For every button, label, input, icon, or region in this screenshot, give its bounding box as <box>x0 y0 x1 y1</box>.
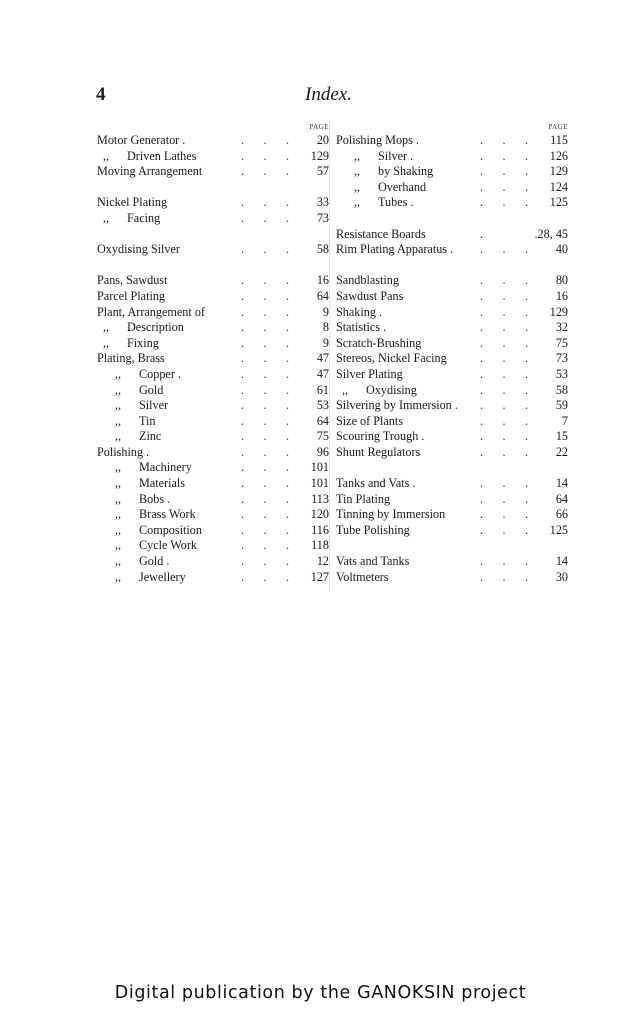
entry-text: Nickel Plating <box>97 195 168 210</box>
ditto-mark: ,, <box>115 522 122 537</box>
ditto-mark: ,, <box>115 554 122 569</box>
page-reference: 15 <box>555 429 568 444</box>
entry-text: Plating, Brass <box>97 351 165 366</box>
leader-dots: . . . <box>241 460 289 475</box>
entry-label <box>97 523 202 539</box>
index-entry <box>97 507 329 523</box>
index-entry <box>97 570 329 586</box>
entry-text: Bobs . <box>139 491 171 506</box>
entry-label <box>336 554 409 570</box>
page-reference: 58 <box>555 382 568 397</box>
entry-text: Moving Arrangement <box>97 164 203 179</box>
index-entry <box>97 133 329 149</box>
section-gap <box>97 258 329 274</box>
leader-dots: . . . <box>480 444 528 459</box>
entry-text: by Shaking <box>378 164 434 179</box>
entry-label <box>97 305 205 321</box>
page-reference: 126 <box>549 148 568 163</box>
page-reference: 30 <box>555 569 568 584</box>
entry-label <box>336 398 458 414</box>
index-entry <box>336 351 568 367</box>
entry-label <box>97 164 202 180</box>
leader-dots: . <box>480 226 484 241</box>
index-column-left <box>97 121 329 585</box>
entry-text: Size of Plants <box>336 413 404 428</box>
entry-label <box>97 336 159 352</box>
section-gap <box>336 211 568 227</box>
leader-dots: . . . <box>480 304 528 319</box>
entry-text: Sandblasting <box>336 273 399 288</box>
leader-dots: . . . <box>241 195 289 210</box>
entry-text: Rim Plating Apparatus . <box>336 242 454 257</box>
entry-label <box>97 320 184 336</box>
page-column-label: PAGE <box>309 123 329 131</box>
index-entries-right <box>336 133 568 585</box>
leader-dots: . . . <box>241 429 289 444</box>
entry-label <box>336 383 417 399</box>
index-entry <box>336 507 568 523</box>
entry-text: Tube Polishing <box>336 522 410 537</box>
leader-dots: . . . <box>480 148 528 163</box>
page-reference: 32 <box>555 320 568 335</box>
page-reference: 115 <box>550 133 568 147</box>
page-reference: 118 <box>311 538 329 553</box>
page-reference: 80 <box>555 273 568 288</box>
leader-dots: . . . <box>241 444 289 459</box>
leader-dots: . . . <box>480 507 528 522</box>
page-reference: 14 <box>555 476 568 491</box>
entry-label <box>336 242 453 258</box>
index-entry <box>97 336 329 352</box>
index-entry <box>336 320 568 336</box>
entry-text: Tanks and Vats . <box>336 476 416 491</box>
index-entry <box>97 273 329 289</box>
page-reference: 16 <box>316 273 329 288</box>
index-entry <box>97 195 329 211</box>
entry-label <box>336 133 419 149</box>
entry-text: Stereos, Nickel Facing <box>336 351 447 366</box>
page-reference: 129 <box>549 304 568 319</box>
page-reference: .28, 45 <box>534 226 568 241</box>
leader-dots: . . . <box>480 164 528 179</box>
index-entry <box>97 320 329 336</box>
ditto-mark: ,, <box>115 569 122 584</box>
entry-text: Silver . <box>378 148 414 163</box>
entry-label <box>336 414 403 430</box>
page-number: 4 <box>96 84 106 105</box>
index-column-right <box>336 121 568 585</box>
page-reference: 57 <box>316 164 329 179</box>
entry-label <box>336 320 386 336</box>
index-entry <box>97 492 329 508</box>
index-entry <box>97 429 329 445</box>
leader-dots: . . . <box>480 569 528 584</box>
index-entry <box>336 133 568 149</box>
ditto-mark: ,, <box>115 460 122 475</box>
entry-label <box>336 492 390 508</box>
entry-text: Vats and Tanks <box>336 554 410 569</box>
entry-text: Sawdust Pans <box>336 288 404 303</box>
entry-text: Shunt Regulators <box>336 444 421 459</box>
entry-text: Overhand <box>378 179 427 194</box>
page-title: Index. <box>305 84 352 105</box>
index-entry <box>336 523 568 539</box>
entry-text: Tin Plating <box>336 491 391 506</box>
entry-label <box>336 305 382 321</box>
entry-text: Parcel Plating <box>97 288 166 303</box>
page-column-label: PAGE <box>548 123 568 131</box>
leader-dots: . . . <box>241 148 289 163</box>
leader-dots: . . . <box>480 554 528 569</box>
leader-dots: . . . <box>480 398 528 413</box>
page-reference: 8 <box>322 320 329 335</box>
page-reference: 61 <box>316 382 329 397</box>
page-reference: 116 <box>311 522 329 537</box>
entry-label <box>97 538 197 554</box>
entry-text: Oxydising Silver <box>97 242 180 257</box>
section-gap <box>97 180 329 196</box>
entry-text: Description <box>127 320 184 335</box>
entry-text: Jewellery <box>139 569 186 584</box>
entry-label <box>336 570 389 586</box>
entry-text: Facing <box>127 210 161 225</box>
ditto-mark: ,, <box>103 335 110 350</box>
entry-label <box>97 242 180 258</box>
index-entry <box>336 305 568 321</box>
ditto-mark: ,, <box>342 382 349 397</box>
section-gap <box>336 460 568 476</box>
page-reference: 14 <box>555 554 568 569</box>
ditto-mark: ,, <box>354 195 361 210</box>
entry-label <box>336 227 426 243</box>
page-reference: 120 <box>310 507 329 522</box>
leader-dots: . . . <box>480 179 528 194</box>
entry-text: Plant, Arrangement of <box>97 304 205 319</box>
entry-label <box>97 383 163 399</box>
leader-dots: . . . <box>480 351 528 366</box>
entry-text: Polishing Mops . <box>336 133 419 147</box>
entry-label <box>97 195 167 211</box>
entry-label <box>97 507 196 523</box>
page-reference: 9 <box>322 304 329 319</box>
leader-dots: . . . <box>241 133 289 147</box>
page-reference: 53 <box>316 398 329 413</box>
entry-text: Cycle Work <box>139 538 198 553</box>
entry-label <box>97 211 160 227</box>
entry-label <box>336 149 413 165</box>
ditto-mark: ,, <box>103 320 110 335</box>
index-entry <box>336 445 568 461</box>
entry-text: Oxydising <box>366 382 417 397</box>
entry-label <box>336 476 415 492</box>
page-reference: 129 <box>310 148 329 163</box>
page-reference: 7 <box>561 413 568 428</box>
page-reference: 53 <box>555 366 568 381</box>
page-reference: 16 <box>555 288 568 303</box>
leader-dots: . . . <box>480 242 528 257</box>
page-reference: 75 <box>555 335 568 350</box>
index-entry <box>97 445 329 461</box>
entry-label <box>97 133 185 149</box>
entry-text: Silver Plating <box>336 366 403 381</box>
index-entries-left <box>97 133 329 585</box>
index-entry <box>336 476 568 492</box>
page-reference: 73 <box>316 210 329 225</box>
index-entry <box>97 538 329 554</box>
leader-dots: . . . <box>241 335 289 350</box>
index-entry <box>336 570 568 586</box>
entry-text: Tubes . <box>378 195 414 210</box>
entry-label <box>97 429 161 445</box>
index-entry <box>336 149 568 165</box>
page-reference: 47 <box>316 351 329 366</box>
ditto-mark: ,, <box>354 164 361 179</box>
page-reference: 129 <box>549 164 568 179</box>
index-entry <box>336 289 568 305</box>
index-entry <box>336 398 568 414</box>
entry-label <box>97 554 169 570</box>
entry-label <box>336 351 447 367</box>
footer-credit: Digital publication by the GANOKSIN project <box>114 983 527 1003</box>
leader-dots: . . . <box>241 554 289 569</box>
ditto-mark: ,, <box>115 429 122 444</box>
entry-text: Scratch-Brushing <box>336 335 422 350</box>
leader-dots: . . . <box>241 273 289 288</box>
leader-dots: . . . <box>241 320 289 335</box>
entry-label <box>97 289 165 305</box>
entry-label <box>97 492 170 508</box>
index-entry <box>97 383 329 399</box>
leader-dots: . . . <box>480 366 528 381</box>
leader-dots: . . . <box>241 413 289 428</box>
index-entry <box>97 398 329 414</box>
entry-text: Brass Work <box>139 507 196 522</box>
index-entry <box>336 164 568 180</box>
entry-text: Composition <box>139 522 202 537</box>
entry-text: Shaking . <box>336 304 383 319</box>
page-reference: 66 <box>555 507 568 522</box>
leader-dots: . . . <box>241 351 289 366</box>
section-gap <box>336 258 568 274</box>
entry-label <box>97 414 156 430</box>
leader-dots: . . . <box>241 398 289 413</box>
leader-dots: . . . <box>480 382 528 397</box>
ditto-mark: ,, <box>115 366 122 381</box>
entry-label <box>336 336 421 352</box>
page-reference: 125 <box>549 522 568 537</box>
index-entry <box>97 289 329 305</box>
entry-text: Tinning by Immersion <box>336 507 446 522</box>
index-entry <box>336 180 568 196</box>
page-reference: 40 <box>555 242 568 257</box>
index-entry <box>336 429 568 445</box>
leader-dots: . . . <box>480 320 528 335</box>
entry-text: Machinery <box>139 460 192 475</box>
entry-label <box>97 273 167 289</box>
entry-text: Resistance Boards <box>336 226 426 241</box>
entry-label <box>336 195 413 211</box>
entry-text: Copper . <box>139 366 181 381</box>
section-gap <box>97 227 329 243</box>
index-entry <box>97 211 329 227</box>
entry-text: Zinc <box>139 429 162 444</box>
page-reference: 47 <box>316 366 329 381</box>
page-reference: 96 <box>316 444 329 459</box>
entry-label <box>97 351 165 367</box>
page-reference: 73 <box>555 351 568 366</box>
page-reference: 125 <box>549 195 568 210</box>
entry-text: Tin <box>139 413 156 428</box>
index-entry <box>336 273 568 289</box>
leader-dots: . . . <box>241 569 289 584</box>
entry-text: Gold <box>139 382 164 397</box>
page-reference: 59 <box>555 398 568 413</box>
index-entry <box>336 242 568 258</box>
page-reference: 64 <box>316 288 329 303</box>
leader-dots: . . . <box>241 164 289 179</box>
page-reference: 101 <box>310 460 329 475</box>
leader-dots: . . . <box>480 335 528 350</box>
ditto-mark: ,, <box>115 382 122 397</box>
index-entry <box>336 554 568 570</box>
page-reference: 33 <box>316 195 329 210</box>
page-reference: 58 <box>316 242 329 257</box>
leader-dots: . . . <box>480 133 528 147</box>
entry-label <box>97 460 192 476</box>
index-entry <box>97 164 329 180</box>
ditto-mark: ,, <box>103 148 110 163</box>
page-reference: 64 <box>555 491 568 506</box>
page-reference: 12 <box>316 554 329 569</box>
index-entry <box>336 336 568 352</box>
entry-text: Motor Generator . <box>97 133 186 147</box>
leader-dots: . . . <box>480 273 528 288</box>
entry-label <box>336 273 399 289</box>
index-entry <box>336 195 568 211</box>
entry-text: Polishing . <box>97 444 150 459</box>
page-reference: 20 <box>316 133 329 147</box>
entry-text: Scouring Trough . <box>336 429 425 444</box>
leader-dots: . . . <box>480 476 528 491</box>
entry-text: Gold . <box>139 554 170 569</box>
entry-text: Driven Lathes <box>127 148 197 163</box>
page-reference: 113 <box>311 491 329 506</box>
ditto-mark: ,, <box>115 507 122 522</box>
leader-dots: . . . <box>241 522 289 537</box>
entry-label <box>336 429 424 445</box>
entry-text: Voltmeters <box>336 569 389 584</box>
ditto-mark: ,, <box>115 538 122 553</box>
index-entry <box>97 476 329 492</box>
entry-text: Silvering by Immersion . <box>336 398 458 413</box>
entry-label <box>336 164 433 180</box>
column-divider <box>329 121 330 591</box>
ditto-mark: ,, <box>354 148 361 163</box>
leader-dots: . . . <box>241 538 289 553</box>
index-entry <box>97 351 329 367</box>
entry-text: Materials <box>139 476 186 491</box>
ditto-mark: ,, <box>115 491 122 506</box>
entry-label <box>97 570 186 586</box>
leader-dots: . . . <box>480 413 528 428</box>
entry-label <box>336 180 426 196</box>
leader-dots: . . . <box>241 491 289 506</box>
leader-dots: . . . <box>480 491 528 506</box>
entry-label <box>336 523 410 539</box>
index-entry <box>336 414 568 430</box>
index-entry <box>336 367 568 383</box>
entry-text: Pans, Sawdust <box>97 273 168 288</box>
page-reference: 127 <box>310 569 329 584</box>
leader-dots: . . . <box>241 304 289 319</box>
ditto-mark: ,, <box>354 179 361 194</box>
leader-dots: . . . <box>241 288 289 303</box>
entry-label <box>336 507 445 523</box>
ditto-mark: ,, <box>103 210 110 225</box>
index-entry <box>97 554 329 570</box>
page-reference: 101 <box>310 476 329 491</box>
entry-text: Silver <box>139 398 169 413</box>
index-entry <box>336 383 568 399</box>
leader-dots: . . . <box>480 522 528 537</box>
index-entry <box>97 414 329 430</box>
entry-text: Fixing <box>127 335 159 350</box>
leader-dots: . . . <box>241 382 289 397</box>
ditto-mark: ,, <box>115 398 122 413</box>
index-entry <box>97 367 329 383</box>
index-entry <box>97 523 329 539</box>
entry-label <box>97 445 149 461</box>
entry-label <box>336 367 403 383</box>
index-entry <box>97 242 329 258</box>
index-entry <box>336 227 568 243</box>
entry-label <box>97 367 181 383</box>
index-entry <box>97 460 329 476</box>
entry-label <box>97 149 196 165</box>
index-entry <box>97 149 329 165</box>
leader-dots: . . . <box>241 476 289 491</box>
page-reference: 75 <box>316 429 329 444</box>
leader-dots: . . . <box>480 195 528 210</box>
leader-dots: . . . <box>480 429 528 444</box>
leader-dots: . . . <box>241 507 289 522</box>
index-entry <box>336 492 568 508</box>
leader-dots: . . . <box>241 242 289 257</box>
ditto-mark: ,, <box>115 413 122 428</box>
entry-label <box>97 398 168 414</box>
leader-dots: . . . <box>241 210 289 225</box>
section-gap <box>336 538 568 554</box>
leader-dots: . . . <box>480 288 528 303</box>
entry-label <box>336 289 403 305</box>
index-entry <box>97 305 329 321</box>
page-reference: 22 <box>555 444 568 459</box>
leader-dots: . . . <box>241 366 289 381</box>
entry-text: Statistics . <box>336 320 387 335</box>
page-reference: 9 <box>322 335 329 350</box>
page-reference: 124 <box>549 179 568 194</box>
ditto-mark: ,, <box>115 476 122 491</box>
page-reference: 64 <box>316 413 329 428</box>
entry-label <box>97 476 185 492</box>
entry-label <box>336 445 420 461</box>
